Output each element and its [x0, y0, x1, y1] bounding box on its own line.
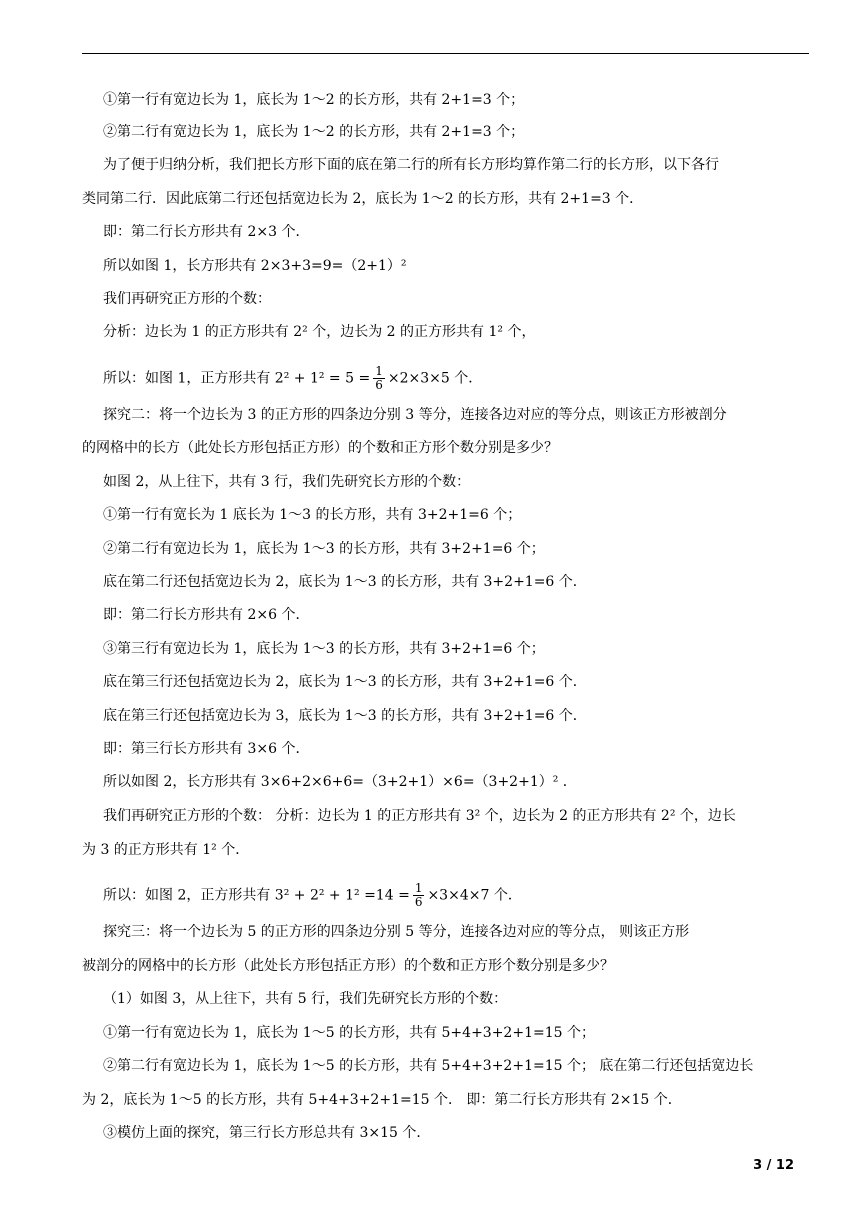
header-rule: [82, 53, 809, 54]
formula-text: ×3×4×7 个．: [427, 887, 522, 904]
text-line: 底在第三行还包括宽边长为 3，底长为 1～3 的长方形，共有 3+2+1=6 个．: [103, 708, 587, 724]
text-line: 的网格中的长方（此处长方形包括正方形）的个数和正方形个数分别是多少？: [82, 440, 558, 456]
text-line: 如图 2，从上往下，共有 3 行，我们先研究长方形的个数：: [103, 474, 471, 490]
page-number: 3 / 12: [753, 1158, 794, 1173]
formula-text: 所以：如图 1，正方形共有 2² + 1² = 5 =: [103, 370, 371, 387]
fraction-numerator: 1: [375, 364, 383, 378]
text-line: 底在第三行还包括宽边长为 2，底长为 1～3 的长方形，共有 3+2+1=6 个．: [103, 674, 587, 690]
text-line: 为 3 的正方形共有 1² 个．: [82, 842, 250, 858]
text-line: 即：第二行长方形共有 2×6 个．: [103, 607, 310, 623]
text-line: 被剖分的网格中的长方形（此处长方形包括正方形）的个数和正方形个数分别是多少？: [82, 958, 614, 974]
text-line: （1）如图 3，从上往下，共有 5 行，我们先研究长方形的个数：: [103, 991, 508, 1007]
text-line: 即：第三行长方形共有 3×6 个．: [103, 741, 310, 757]
formula-text: ×2×3×5 个．: [387, 370, 483, 387]
text-line: ①第一行有宽边长为 1，底长为 1～2 的长方形，共有 2+1=3 个；: [103, 92, 525, 108]
text-line: 探究三：将一个边长为 5 的正方形的四条边分别 5 等分，连接各边对应的等分点， 则该正方形: [103, 924, 690, 940]
text-line: ③模仿上面的探究，第三行长方形总共有 3×15 个．: [103, 1125, 431, 1141]
text-line: 底在第二行还包括宽边长为 2，底长为 1～3 的长方形，共有 3+2+1=6 个．: [103, 574, 587, 590]
formula-text: 所以：如图 2，正方形共有 3² + 2² + 1² =14 =: [103, 887, 410, 904]
text-line: 即：第二行长方形共有 2×3 个．: [103, 224, 310, 240]
text-line: 为 2，底长为 1～5 的长方形，共有 5+4+3+2+1=15 个． 即：第二行长方形共有 2×15 个．: [82, 1092, 682, 1108]
fraction: [413, 882, 425, 909]
fraction-numerator: 1: [414, 881, 423, 895]
text-line: 我们再研究正方形的个数：: [103, 291, 271, 307]
formula-line: [82, 365, 833, 392]
fraction-denominator: 6: [414, 895, 423, 909]
text-line: ②第二行有宽边长为 1，底长为 1～3 的长方形，共有 3+2+1=6 个；: [103, 541, 545, 557]
formula-line: [82, 882, 833, 909]
text-line: ②第二行有宽边长为 1，底长为 1～2 的长方形，共有 2+1=3 个；: [103, 124, 525, 140]
text-line: 所以如图 2，长方形共有 3×6+2×6+6=（3+2+1）×6=（3+2+1）² ．: [103, 774, 577, 790]
text-line: ①第一行有宽长为 1 底长为 1～3 的长方形，共有 3+2+1=6 个；: [103, 507, 522, 523]
text-line: 所以如图 1，长方形共有 2×3+3=9=（2+1）²: [103, 258, 407, 274]
text-line: ③第三行有宽边长为 1，底长为 1～3 的长方形，共有 3+2+1=6 个；: [103, 641, 545, 657]
text-line: 类同第二行．因此底第二行还包括宽边长为 2，底长为 1～2 的长方形，共有 2+1=3 个．: [82, 191, 644, 207]
text-line: ②第二行有宽边长为 1，底长为 1～5 的长方形，共有 5+4+3+2+1=15 个； 底在第二行还包括宽边长: [103, 1058, 754, 1074]
text-line: 为了便于归纳分析，我们把长方形下面的底在第二行的所有长方形均算作第二行的长方形，以下各行: [103, 157, 719, 173]
fraction: [373, 365, 385, 392]
text-line: 探究二：将一个边长为 3 的正方形的四条边分别 3 等分，连接各边对应的等分点，则该正方形被剖分: [103, 407, 727, 423]
fraction-denominator: 6: [375, 378, 383, 392]
text-line: 分析：边长为 1 的正方形共有 2² 个，边长为 2 的正方形共有 1² 个，: [103, 324, 536, 340]
text-line: ①第一行有宽边长为 1，底长为 1～5 的长方形，共有 5+4+3+2+1=15 个；: [103, 1025, 595, 1041]
text-line: 我们再研究正方形的个数： 分析：边长为 1 的正方形共有 3² 个，边长为 2 的正方形共有 2² 个，边长: [103, 808, 736, 824]
